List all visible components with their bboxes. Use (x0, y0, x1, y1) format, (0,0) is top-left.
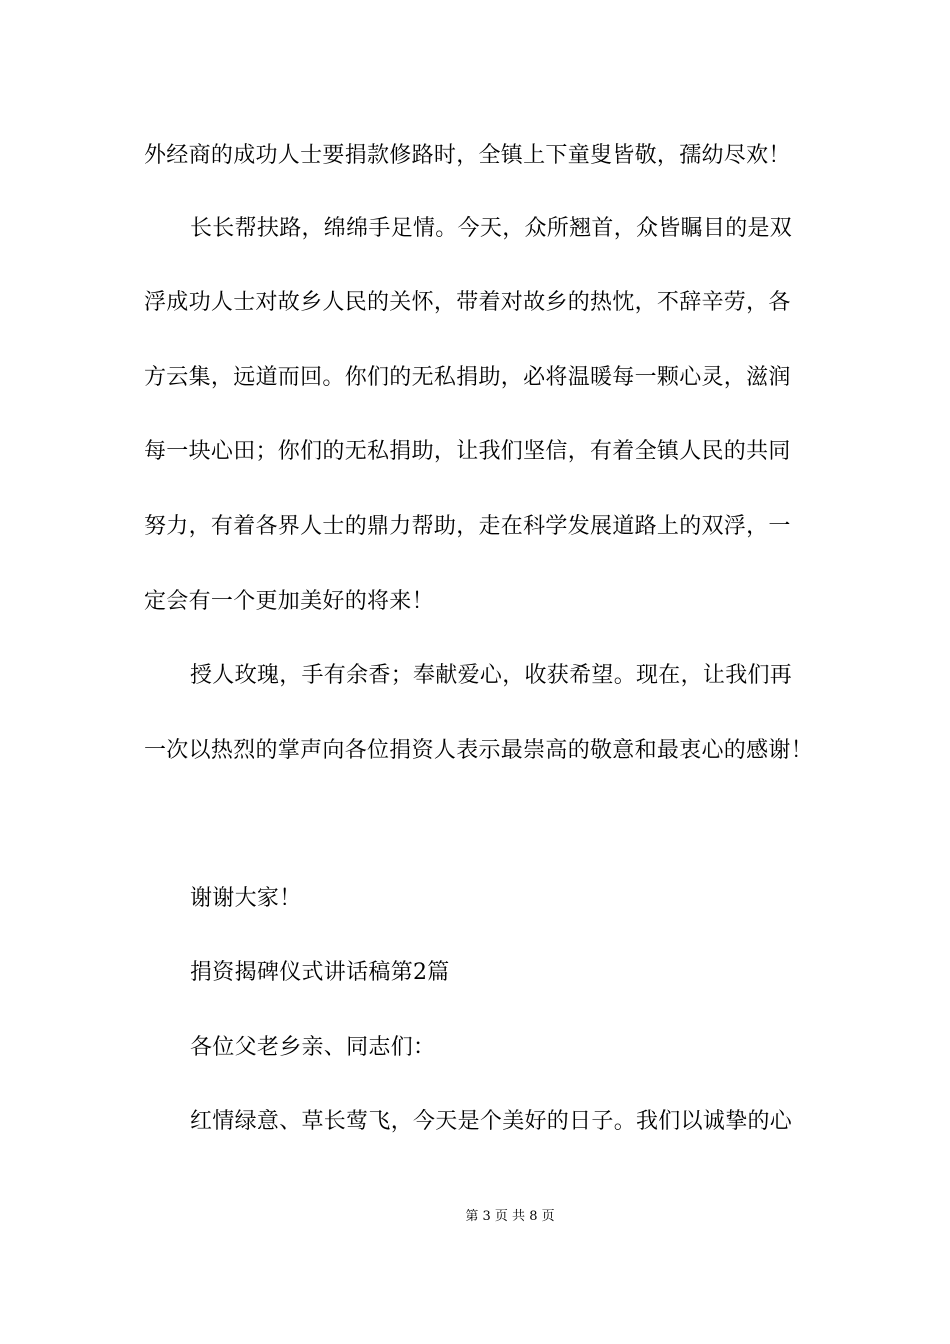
text-line: 长长帮扶路，绵绵手足情。今天，众所翘首，众皆瞩目的是双 (190, 216, 793, 241)
text-line: 浮成功人士对故乡人民的关怀，带着对故乡的热忱，不辞辛劳，各 (144, 290, 791, 315)
text-line: 外经商的成功人士要捐款修路时，全镇上下童叟皆敬，孺幼尽欢！ (144, 143, 791, 168)
page-number: 第 3 页 共 8 页 (465, 1209, 555, 1224)
text-line: 谢谢大家！ (190, 886, 302, 911)
text-line: 每一块心田；你们的无私捐助，让我们坚信，有着全镇人民的共同 (144, 439, 791, 464)
text-line: 红情绿意、草长莺飞，今天是个美好的日子。我们以诚挚的心 (190, 1109, 793, 1134)
salutation: 各位父老乡亲、同志们： (190, 1035, 436, 1060)
text-line: 授人玫瑰，手有余香；奉献爱心，收获希望。现在，让我们再 (190, 663, 793, 688)
text-line: 一次以热烈的掌声向各位捐资人表示最崇高的敬意和最衷心的感谢！ (144, 738, 814, 763)
text-line: 努力，有着各界人士的鼎力帮助，走在科学发展道路上的双浮，一 (144, 514, 791, 539)
section-title: 捐资揭碑仪式讲话稿第2篇 (190, 960, 450, 985)
text-line: 定会有一个更加美好的将来！ (144, 589, 434, 614)
text-line: 方云集，远道而回。你们的无私捐助，必将温暖每一颗心灵，滋润 (144, 365, 791, 390)
